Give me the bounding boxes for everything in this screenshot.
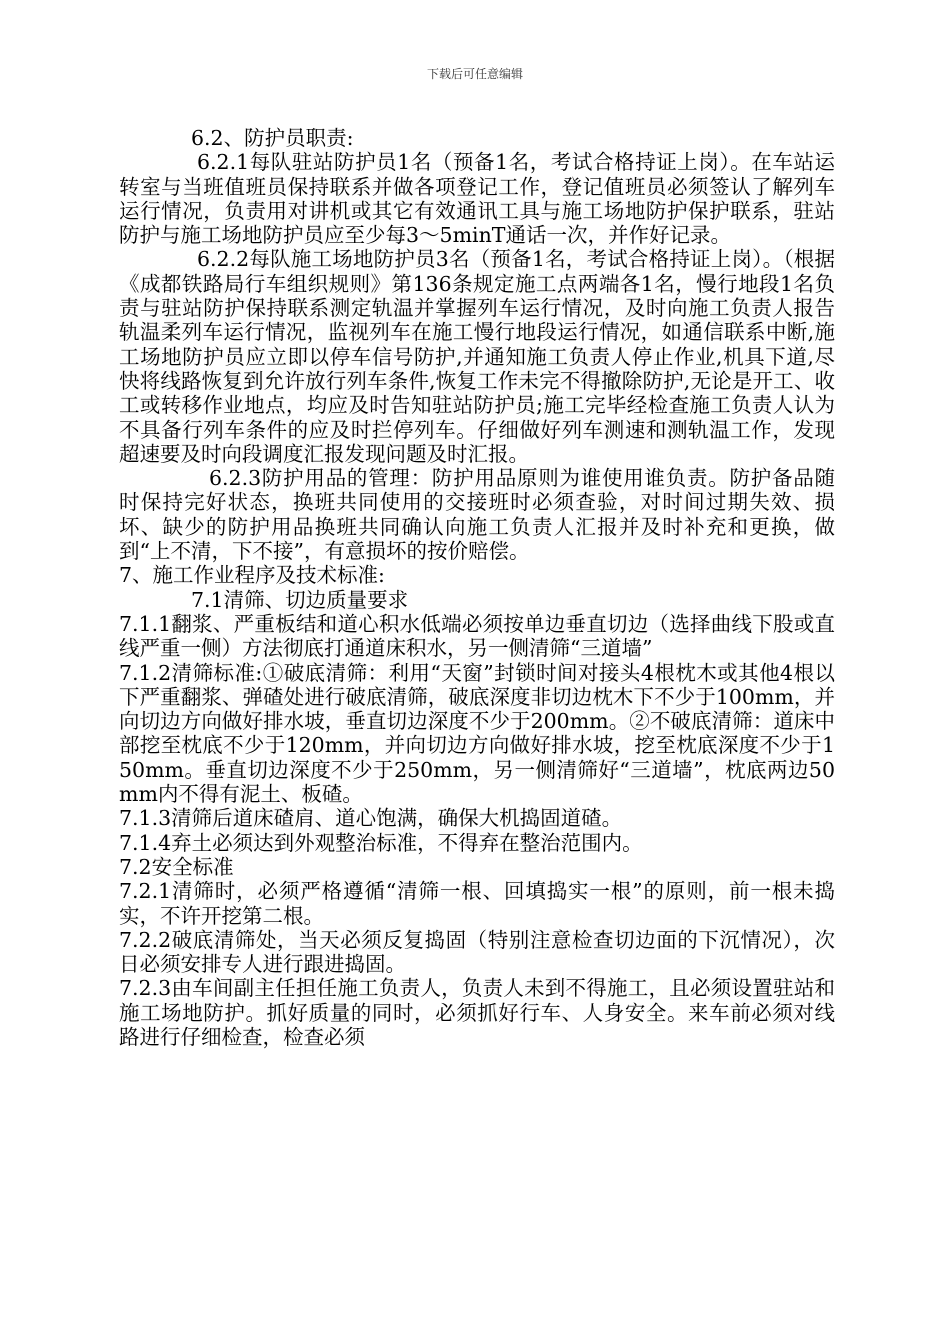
paragraph-7-1-1: 7.1.1翻浆、严重板结和道心积水低端必须按单边垂直切边（选择曲线下股或直线严重一侧）方法彻底打通道床积水，另一侧清筛“三道墙” (119, 611, 835, 661)
page-header-note: 下载后可任意编辑 (426, 67, 523, 81)
paragraph-7-1-4: 7.1.4弃土必须达到外观整治标准，不得弃在整治范围内。 (119, 830, 643, 855)
paragraph-7-2-2: 7.2.2破底清筛处，当天必须反复捣固（特别注意检查切边面的下沉情况），次日必须安排专人进行跟进捣固。 (119, 927, 835, 977)
subsection-heading-7-1: 7.1清筛、切边质量要求 (191, 587, 409, 612)
paragraph-7-1-2: 7.1.2清筛标准:①破底清筛：利用“天窗”封锁时间对接头4根枕木或其他4根以下严重翻浆、弹碴处进行破底清筛，破底深度非切边枕木下不少于100mm，并向切边方向做好排水坡，垂直切边深度不少于200mm。②不破底清筛：道床中部挖至枕底不少于120mm，并向切边方向做好排水坡，挖至枕底深度不少于150mm。垂直切边深度不少于250mm，另一侧清筛好“三道墙”，枕底两边50mm内不得有泥土、板碴。 (119, 660, 835, 807)
paragraph-6-2-2: 6.2.2每队施工场地防护员3名（预备1名，考试合格持证上岗）。（根据《成都铁路局行车组织规则》第136条规定施工点两端各1名，慢行地段1名负责与驻站防护保持联系测定轨温并掌握列车运行情况，及时向施工负责人报告轨温柔列车运行情况，监视列车在施工慢行地段运行情况，如通信联系中断,施工场地防护员应立即以停车信号防护,并通知施工负责人停止作业,机具下道,尽快将线路恢复到允许放行列车条件,恢复工作未完不得撤除防护,无论是开工、收工或转移作业地点，均应及时告知驻站防护员;施工完毕经检查施工负责人认为不具备行列车条件的应及时拦停列车。仔细做好列车测速和测轨温工作，发现超速要及时向段调度汇报发现问题及时汇报。 (119, 247, 835, 466)
paragraph-6-2-1: 6.2.1每队驻站防护员1名（预备1名，考试合格持证上岗）。在车站运转室与当班值班员保持联系并做各项登记工作，登记值班员必须签认了解列车运行情况，负责用对讲机或其它有效通讯工具与施工场地防护保护联系，驻站防护与施工场地防护员应至少每3～5minT通话一次，并作好记录。 (119, 150, 835, 248)
section-heading-6-2: 6.2、防护员职责: (191, 126, 354, 150)
paragraph-7-1-3: 7.1.3清筛后道床碴肩、道心饱满，确保大机捣固道碴。 (119, 806, 623, 831)
document-body (119, 126, 835, 1049)
section-heading-7: 7、施工作业程序及技术标准: (119, 563, 385, 588)
paragraph-6-2-3: 6.2.3防护用品的管理：防护用品原则为谁使用谁负责。防护备品随时保持完好状态，换班共同使用的交接班时必须查验，对时间过期失效、损坏、缺少的防护用品换班共同确认向施工负责人汇报并及时补充和更换，做到“上不清，下不接”，有意损坏的按价赔偿。 (119, 466, 835, 564)
paragraph-7-2-3: 7.2.3由车间副主任担任施工负责人，负责人未到不得施工，且必须设置驻站和施工场地防护。抓好质量的同时，必须抓好行车、人身安全。来车前必须对线路进行仔细检查，检查必须 (119, 976, 835, 1049)
subsection-heading-7-2: 7.2安全标准 (119, 854, 234, 879)
paragraph-7-2-1: 7.2.1清筛时，必须严格遵循“清筛一根、回填捣实一根”的原则，前一根未捣实，不许开挖第二根。 (119, 879, 835, 928)
